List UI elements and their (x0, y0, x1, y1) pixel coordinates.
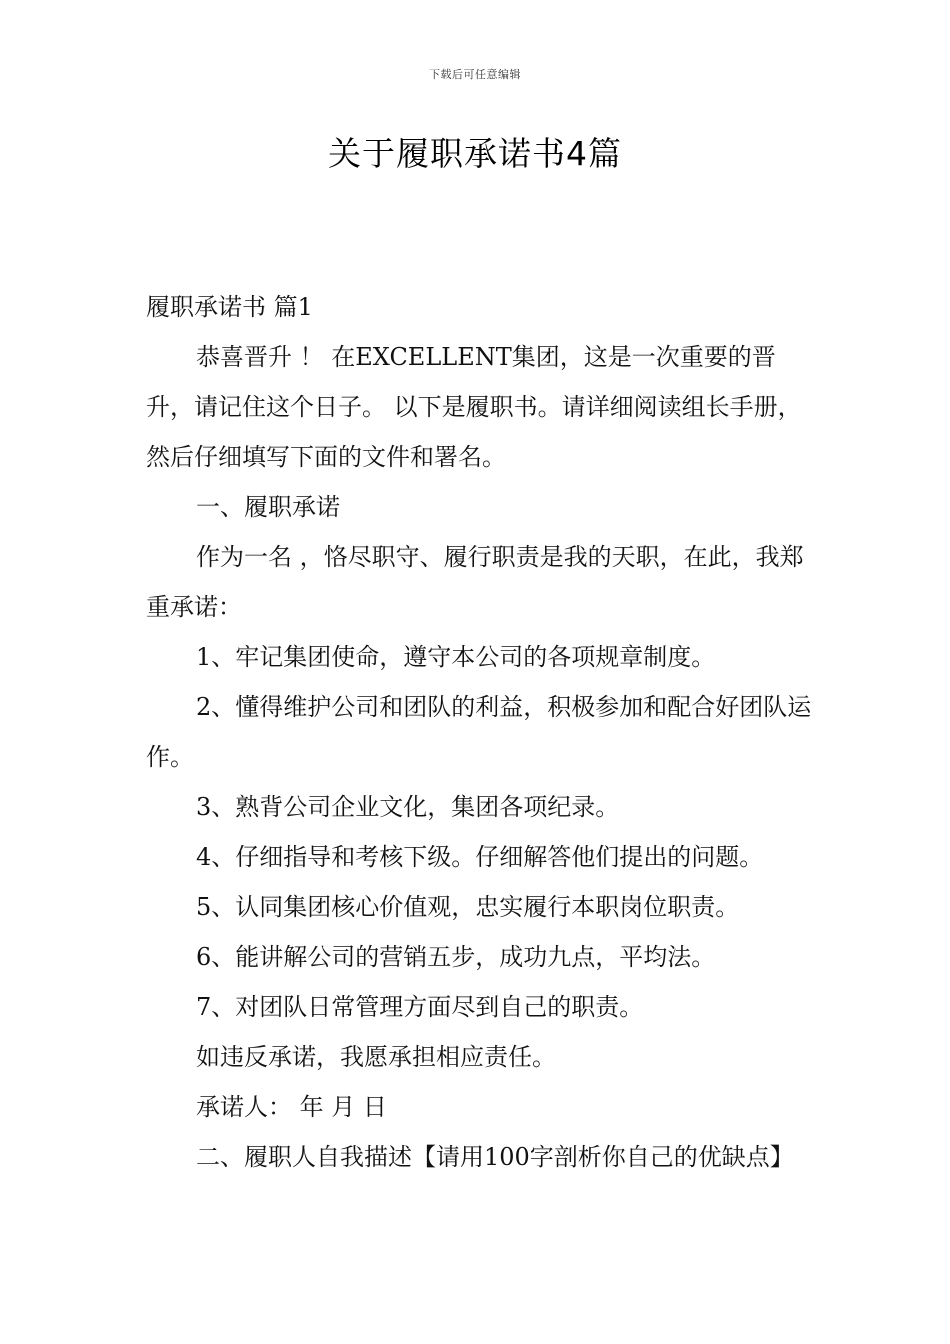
intro-paragraph: 恭喜晋升 ！ 在EXCELLENT集团，这是一次重要的晋升，请记住这个日子。 以下是履职书。请详细阅读组长手册，然后仔细填写下面的文件和署名。 (146, 343, 802, 471)
pledge-item: 7、对团队日常管理方面尽到自己的职责。 (196, 993, 644, 1021)
pledge-item: 5、认同集团核心价值观，忠实履行本职岗位职责。 (196, 893, 740, 921)
header-note: 下载后可任意编辑 (429, 68, 521, 81)
pledge-item: 4、仔细指导和考核下级。仔细解答他们提出的问题。 (196, 843, 764, 871)
pledge-item: 1、牢记集团使命，遵守本公司的各项规章制度。 (196, 643, 716, 671)
pledge-item: 2、懂得维护公司和团队的利益，积极参加和配合好团队运作。 (146, 693, 812, 771)
document-body (146, 282, 816, 1182)
section-heading: 履职承诺书 篇1 (146, 293, 313, 321)
document-title: 关于履职承诺书4篇 (328, 134, 622, 173)
violation-statement: 如违反承诺，我愿承担相应责任。 (196, 1043, 556, 1071)
pledge-item: 3、熟背公司企业文化，集团各项纪录。 (196, 793, 620, 821)
part1-heading: 一、履职承诺 (196, 493, 340, 521)
pledge-intro-paragraph: 作为一名 ，恪尽职守、履行职责是我的天职，在此，我郑重承诺： (146, 543, 804, 621)
pledge-item: 6、能讲解公司的营销五步，成功九点，平均法。 (196, 943, 716, 971)
part2-heading: 二、履职人自我描述【请用100字剖析你自己的优缺点】 (196, 1143, 794, 1171)
signature-line: 承诺人： 年 月 日 (196, 1093, 387, 1121)
